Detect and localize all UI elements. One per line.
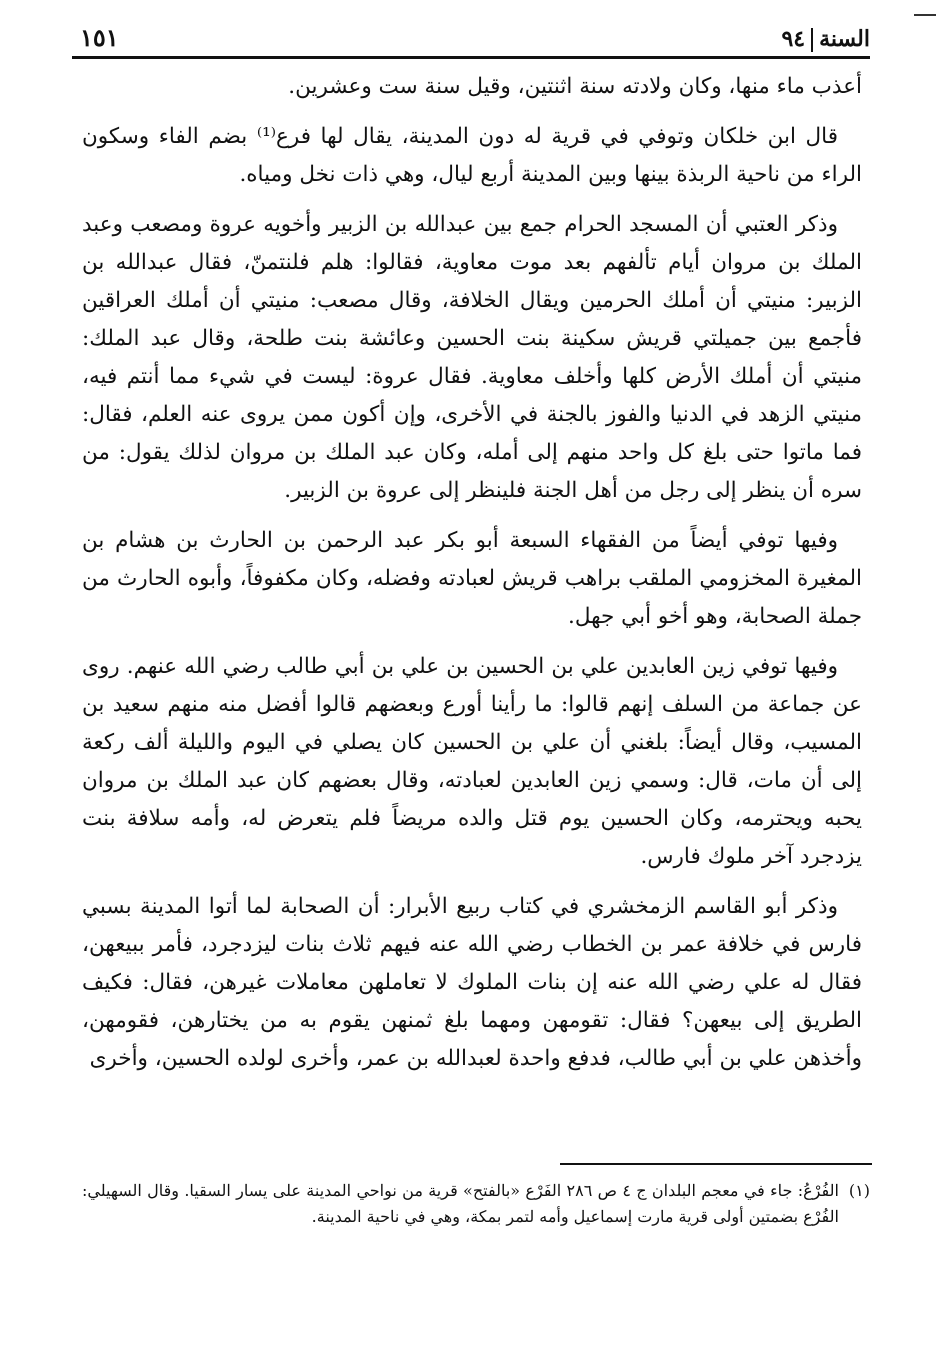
footnote-text: الفُرْعُ: جاء في معجم البلدان ج ٤ ص ٢٨٦ الفَرْع «بالفتح» قرية من نواحي المدينة على يسار السقيا. وقال السهيلي: الفُرْع بضمتين أولى قرية مارت إسماعيل وأمه لتمر بمكة، وهي في ناحية المدينة. bbox=[82, 1181, 839, 1226]
paragraph: أعذب ماء منها، وكان ولادته سنة اثنتين، وقيل سنة ست وعشرين. bbox=[288, 74, 862, 99]
corner-mark bbox=[914, 14, 936, 16]
paragraph: وذكر العتبي أن المسجد الحرام جمع بين عبدالله بن الزبير وأخويه عروة ومصعب وعبد الملك بن مروان أيام تألفهم بعد موت معاوية، فقالوا: هلم فلنتمنّ، فقال عبدالله بن الزبير: منيتي أن أملك الحرمين ويقال الخلافة، وقال مصعب: منيتي أن أملك العراقين فأجمع بين جميلتي قريش سكينة بنت الحسين وعائشة بنت طلحة، وقال عبد الملك: منيتي أن أملك الأرض كلها وأخلف معاوية. فقال عروة: ليست في شيء مما أنتم فيه، منيتي الزهد في الدنيا والفوز بالجنة في الأخرى، وإن أكون ممن يروى عنه العلم، فقال: فما ماتوا حتى بلغ كل واحد منهم إلى أمله، وكان عبد الملك بن مروان لذلك يقول: من سره أن ينظر إلى رجل من أهل الجنة فلينظر إلى عروة بن الزبير. bbox=[82, 212, 862, 503]
section-label: السنة bbox=[819, 26, 870, 52]
section-year: ٩٤ bbox=[781, 26, 806, 52]
main-text bbox=[82, 68, 862, 1090]
page-number: ١٥١ bbox=[80, 23, 119, 52]
paragraph: قال ابن خلكان وتوفي في قرية له دون المدينة، يقال لها فرع⁽¹⁾ بضم الفاء وسكون الراء من ناحية الربذة بينها وبين المدينة أربع ليال، وهي ذات نخل ومياه. bbox=[82, 124, 862, 187]
header-separator bbox=[811, 28, 813, 52]
page-header bbox=[72, 22, 870, 59]
running-head bbox=[781, 26, 870, 56]
paragraph: وفيها توفي زين العابدين علي بن الحسين بن علي بن أبي طالب رضي الله عنهم. روى عن جماعة من السلف إنهم قالوا: ما رأينا أورع وبعضهم قالوا أفضل منه منهم سعيد بن المسيب، وقال أيضاً: بلغني أن علي بن الحسين كان يصلي في اليوم والليلة ألف ركعة إلى أن مات، قال: وسمي زين العابدين لعبادته، وقال بعضهم كان عبد الملك بن مروان يحبه ويحترمه، وكان الحسين يوم قتل والده مريضاً فلم يتعرض له، وأمه سلافة بنت يزدجرد آخر ملوك فارس. bbox=[82, 654, 862, 869]
footnote-divider bbox=[560, 1163, 872, 1165]
footnote-number: (١) bbox=[848, 1181, 870, 1200]
paragraph: وفيها توفي أيضاً من الفقهاء السبعة أبو بكر عبد الرحمن بن الحارث بن هشام بن المغيرة المخزومي الملقب براهب قريش لعبادته وفضله، وكان مكفوفاً، وأبوه الحارث من جملة الصحابة، وهو أخو أبي جهل. bbox=[82, 528, 862, 629]
paragraph: وذكر أبو القاسم الزمخشري في كتاب ربيع الأبرار: أن الصحابة لما أتوا المدينة بسبي فارس في خلافة عمر بن الخطاب رضي الله عنه فيهم ثلاث بنات ليزدجرد، فأمر ببيعهن، فقال له علي رضي الله عنه إن بنات الملوك لا تعاملهن معاملات غيرهن، فقال: فكيف الطريق إلى بيعهن؟ فقال: تقومهن ومهما بلغ ثمنهن يقوم به من يختارهن، فقومهن، وأخذهن علي بن أبي طالب، فدفع واحدة لعبدالله بن عمر، وأخرى لولده الحسين، وأخرى bbox=[82, 894, 862, 1071]
footnote bbox=[82, 1178, 870, 1230]
